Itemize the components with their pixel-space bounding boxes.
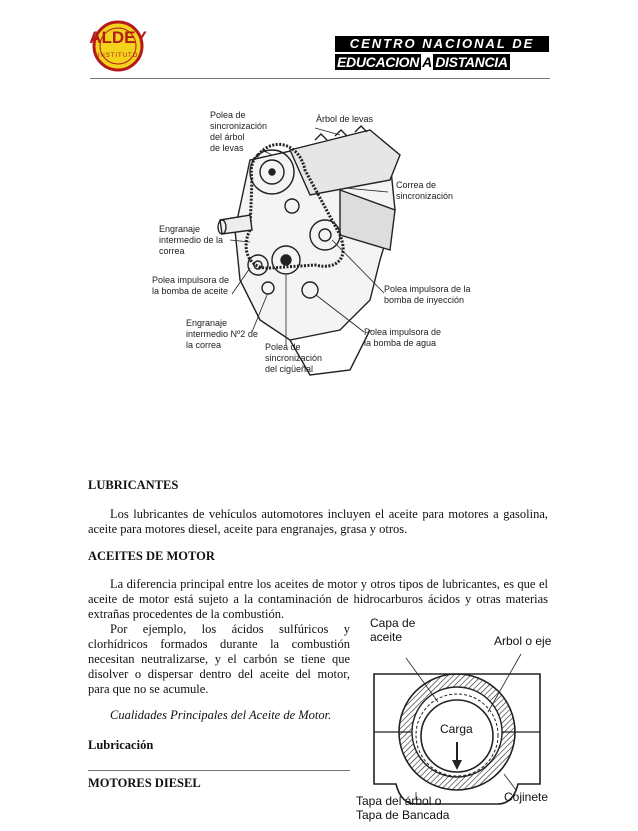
label-cam-pulley: Polea de sincronización del árbol de levas xyxy=(210,110,268,153)
label-capa-aceite: Capa de aceite xyxy=(370,616,416,644)
paragraph-aceites-1: La diferencia principal entre los aceites de motor y otros tipos de lubricantes, es que el aceite de motor está sujeto a la contaminación de hidrocarburos ácidos y otras materias extrañas procedentes de la combustión. xyxy=(88,577,548,621)
section-divider xyxy=(88,770,350,771)
brand-word-educacion: EDUCACION xyxy=(337,54,420,70)
brand-word-a: A xyxy=(422,54,433,70)
label-injection-pump-pulley: Polea impulsora de la bomba de inyección xyxy=(384,284,471,305)
heading-lubricantes: LUBRICANTES xyxy=(88,478,179,492)
label-oil-pump-pulley: Polea impulsora de la bomba de aceite xyxy=(152,275,230,296)
brand-banner xyxy=(335,36,549,76)
label-camshaft: Árbol de levas xyxy=(316,114,374,124)
header-divider xyxy=(90,78,550,79)
label-arbol-eje: Arbol o eje xyxy=(494,634,552,648)
engine-timing-diagram xyxy=(140,100,480,400)
label-idler-gear-2: Engranaje intermedio Nº2 de la correa xyxy=(186,318,258,350)
logo-text: ALDEY xyxy=(89,28,147,47)
label-tapa: Tapa del árbol o Tapa de Bancada xyxy=(356,794,450,822)
logo-badge-icon xyxy=(84,16,152,72)
label-carga: Carga xyxy=(440,722,473,736)
paragraph-cualidades: Cualidades Principales del Aceite de Motor. xyxy=(110,708,332,722)
label-water-pump-pulley: Polea impulsora de la bomba de agua xyxy=(364,327,442,348)
brand-line-1: CENTRO NACIONAL DE xyxy=(335,36,549,52)
institute-logo xyxy=(84,16,152,72)
label-cojinete: Cojinete xyxy=(504,790,549,804)
bearing-diagram xyxy=(356,614,558,826)
paragraph-aceites-2: Por ejemplo, los ácidos sulfúricos y clorhídricos formados durante la combustión necesitan neutralizarse, y el carbón se tiene que disolver o dispersar dentro del aceite del motor, para que no se acumule. xyxy=(88,622,350,696)
logo-subtext: INSTITUTO xyxy=(97,53,139,59)
label-crank-pulley: Polea de sincronización del cigüeñal xyxy=(265,342,323,374)
label-timing-belt: Correa de sincronización xyxy=(396,180,454,201)
paragraph-lubricantes: Los lubricantes de vehículos automotores incluyen el aceite para motores a gasolina, aceite para motores diesel, aceite para engranajes, grasa y otros. xyxy=(88,507,548,536)
heading-aceites-motor: ACEITES DE MOTOR xyxy=(88,549,215,563)
brand-line-2 xyxy=(335,53,549,72)
heading-lubricacion: Lubricación xyxy=(88,738,154,752)
heading-motores-diesel: MOTORES DIESEL xyxy=(88,776,201,790)
label-idler-gear: Engranaje intermedio de la correa xyxy=(159,224,224,256)
brand-word-distancia: DISTANCIA xyxy=(435,54,508,70)
